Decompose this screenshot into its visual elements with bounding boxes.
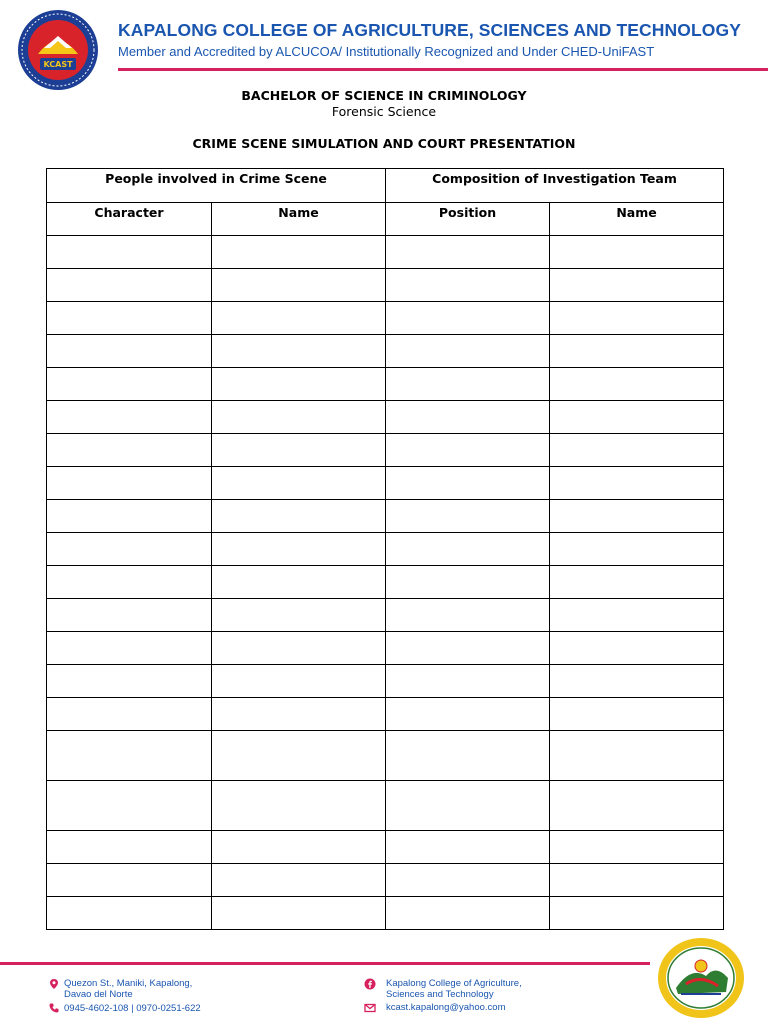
blank-cell[interactable] [386,566,550,599]
blank-cell[interactable] [386,401,550,434]
blank-cell[interactable] [550,781,724,831]
phone-numbers: 0945-4602-108 | 0970-0251-622 [64,1003,201,1014]
table-row [47,467,724,500]
blank-cell[interactable] [386,897,550,930]
phone-icon [48,1002,60,1014]
group-header-team: Composition of Investigation Team [386,169,724,203]
table-row [47,335,724,368]
blank-cell[interactable] [212,831,386,864]
blank-cell[interactable] [550,566,724,599]
blank-cell[interactable] [386,831,550,864]
blank-cell[interactable] [212,401,386,434]
table-row [47,434,724,467]
blank-cell[interactable] [47,533,212,566]
blank-cell[interactable] [386,632,550,665]
blank-cell[interactable] [212,368,386,401]
email-icon [364,1002,376,1014]
blank-cell[interactable] [550,434,724,467]
blank-cell[interactable] [386,599,550,632]
program-title: BACHELOR OF SCIENCE IN CRIMINOLOGY [241,88,527,103]
table-row [47,302,724,335]
table-row [47,533,724,566]
blank-cell[interactable] [386,500,550,533]
blank-cell[interactable] [47,731,212,781]
blank-cell[interactable] [212,533,386,566]
blank-cell[interactable] [550,599,724,632]
blank-cell[interactable] [386,467,550,500]
table-row [47,401,724,434]
blank-cell[interactable] [550,897,724,930]
table-row [47,831,724,864]
blank-cell[interactable] [386,236,550,269]
blank-cell[interactable] [550,401,724,434]
blank-cell[interactable] [550,632,724,665]
blank-cell[interactable] [47,269,212,302]
blank-cell[interactable] [47,698,212,731]
blank-cell[interactable] [47,236,212,269]
blank-cell[interactable] [212,434,386,467]
table-row [47,897,724,930]
table-row [47,864,724,897]
table-row [47,665,724,698]
blank-cell[interactable] [386,665,550,698]
blank-cell[interactable] [47,665,212,698]
facebook-icon [364,978,376,990]
blank-cell[interactable] [386,434,550,467]
blank-cell[interactable] [386,864,550,897]
blank-cell[interactable] [47,500,212,533]
blank-cell[interactable] [47,897,212,930]
subject-title: Forensic Science [331,104,437,119]
blank-cell[interactable] [386,533,550,566]
municipal-seal [656,936,746,1020]
blank-cell[interactable] [550,731,724,781]
column-header-character: Character [47,203,212,236]
blank-cell[interactable] [386,302,550,335]
blank-cell[interactable] [550,236,724,269]
table-row [47,236,724,269]
blank-cell[interactable] [386,731,550,781]
blank-cell[interactable] [386,781,550,831]
blank-cell[interactable] [47,434,212,467]
blank-cell[interactable] [212,632,386,665]
blank-cell[interactable] [47,368,212,401]
blank-cell[interactable] [212,500,386,533]
blank-cell[interactable] [47,401,212,434]
blank-cell[interactable] [47,632,212,665]
table-row [47,269,724,302]
footer-divider [0,962,650,965]
blank-cell[interactable] [212,236,386,269]
address-line-1: Quezon St., Maniki, Kapalong, [64,978,193,989]
blank-cell[interactable] [47,566,212,599]
blank-cell[interactable] [386,368,550,401]
blank-cell[interactable] [47,467,212,500]
blank-cell[interactable] [212,781,386,831]
table-row [47,599,724,632]
group-header-people: People involved in Crime Scene [47,169,386,203]
blank-cell[interactable] [550,698,724,731]
blank-cell[interactable] [550,269,724,302]
crime-scene-form-table [46,168,724,930]
table-row [47,566,724,599]
address-line-2: Davao del Norte [64,989,133,1000]
blank-cell[interactable] [550,533,724,566]
blank-cell[interactable] [47,335,212,368]
blank-cell[interactable] [47,831,212,864]
blank-cell[interactable] [550,831,724,864]
blank-cell[interactable] [212,335,386,368]
table-row [47,632,724,665]
svg-text:KCAST: KCAST [43,60,73,69]
table-row [47,698,724,731]
blank-cell[interactable] [550,467,724,500]
location-pin-icon [48,978,60,990]
blank-cell[interactable] [47,599,212,632]
blank-cell[interactable] [212,731,386,781]
table-row [47,368,724,401]
activity-title: CRIME SCENE SIMULATION AND COURT PRESENTATION [192,136,576,151]
facebook-page-line-1[interactable]: Kapalong College of Agriculture, [386,978,522,989]
blank-cell[interactable] [212,665,386,698]
blank-cell[interactable] [550,335,724,368]
column-header-team-name: Name [550,203,724,236]
header-divider [118,68,768,71]
blank-cell[interactable] [212,599,386,632]
email-address[interactable]: kcast.kapalong@yahoo.com [386,1002,506,1013]
table-row [47,731,724,781]
blank-cell[interactable] [212,467,386,500]
blank-cell[interactable] [212,566,386,599]
blank-cell[interactable] [550,864,724,897]
blank-cell[interactable] [47,781,212,831]
table-row [47,500,724,533]
column-header-name: Name [212,203,386,236]
blank-cell[interactable] [212,269,386,302]
blank-cell[interactable] [212,302,386,335]
blank-cell[interactable] [212,698,386,731]
blank-cell[interactable] [212,897,386,930]
blank-cell[interactable] [386,335,550,368]
facebook-page-line-2[interactable]: Sciences and Technology [386,989,494,1000]
blank-cell[interactable] [550,368,724,401]
blank-cell[interactable] [47,864,212,897]
college-name: KAPALONG COLLEGE OF AGRICULTURE, SCIENCES AND TECHNOLOGY [118,20,741,40]
blank-cell[interactable] [550,302,724,335]
blank-cell[interactable] [47,302,212,335]
blank-cell[interactable] [386,698,550,731]
blank-cell[interactable] [386,269,550,302]
blank-cell[interactable] [212,864,386,897]
blank-cell[interactable] [550,500,724,533]
college-logo [16,8,100,92]
table-row [47,781,724,831]
accreditation-line: Member and Accredited by ALCUCOA/ Institutionally Recognized and Under CHED-UniFAST [118,44,655,59]
column-header-position: Position [386,203,550,236]
blank-cell[interactable] [550,665,724,698]
